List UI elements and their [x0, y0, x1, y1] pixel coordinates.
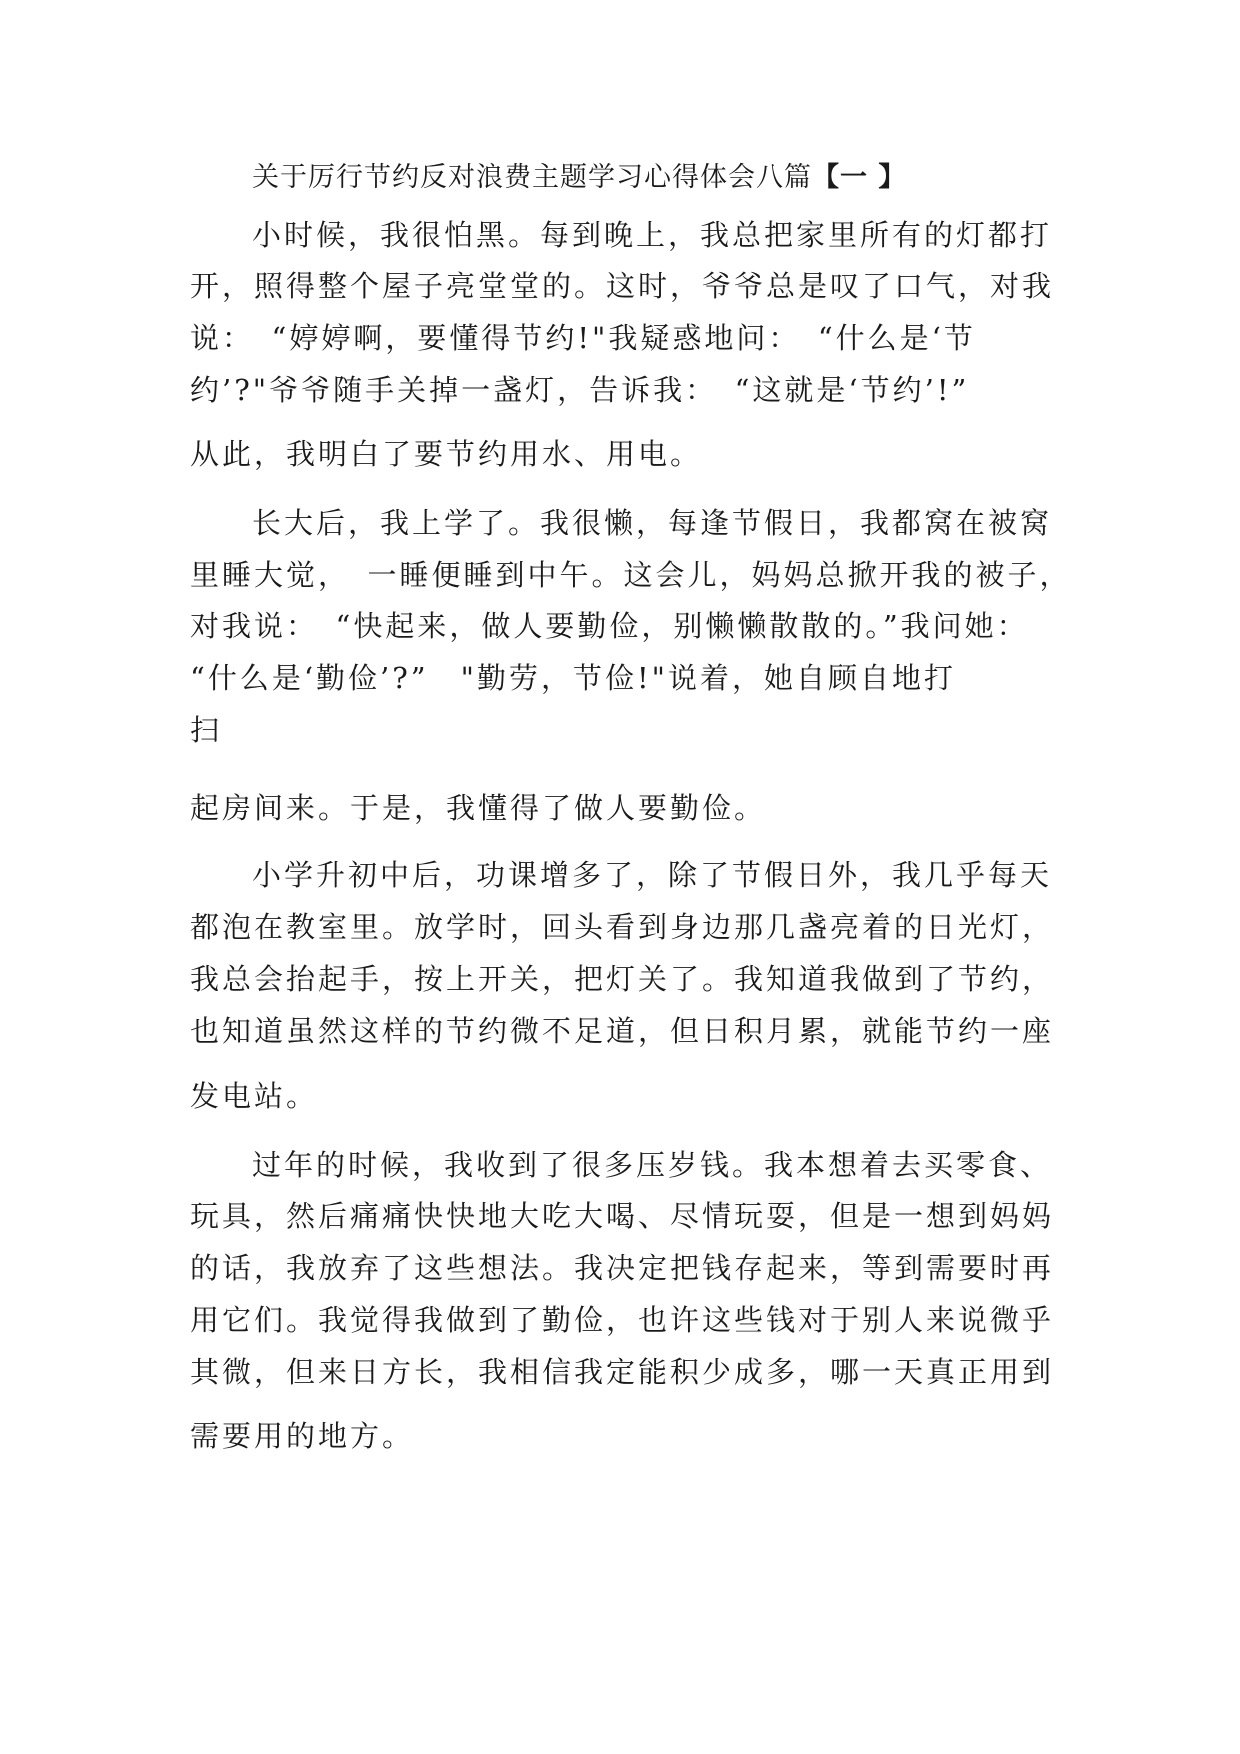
paragraph-line: 发电站。	[190, 1079, 319, 1113]
paragraph-line: 从此，我明白了要节约用水、用电。	[190, 437, 703, 471]
paragraph-line: 开，照得整个屋子亮堂堂的。这时，爷爷总是叹了口气，对我	[190, 269, 1055, 303]
paragraph-line: 起房间来。于是，我懂得了做人要勤俭。	[190, 791, 767, 825]
paragraph-line: 需要用的地方。	[190, 1419, 415, 1453]
paragraph-line: “什么是‘勤俭’?” "勤劳，节俭!"说着，她自顾自地打	[190, 661, 956, 695]
paragraph-line: 用它们。我觉得我做到了勤俭，也许这些钱对于别人来说微乎	[190, 1303, 1055, 1337]
paragraph-line: 的话，我放弃了这些想法。我决定把钱存起来，等到需要时再	[190, 1251, 1055, 1285]
document-title	[252, 158, 906, 198]
title-text: 关于厉行节约反对浪费主题学习心得体会八篇	[252, 162, 812, 193]
paragraph-line: 长大后，我上学了。我很懒，每逢节假日，我都窝在被窝	[252, 506, 1053, 540]
paragraph-line: 小学升初中后，功课增多了，除了节假日外，我几乎每天	[252, 858, 1053, 892]
paragraph-line: 里睡大觉， 一睡便睡到中午。这会儿，妈妈总掀开我的被子，	[190, 558, 1072, 592]
paragraph-line: 小时候，我很怕黑。每到晚上，我总把家里所有的灯都打	[252, 218, 1053, 252]
title-section-marker: 【一 】	[812, 162, 907, 193]
paragraph-line: 玩具，然后痛痛快快地大吃大喝、尽情玩耍，但是一想到妈妈	[190, 1199, 1055, 1233]
paragraph-line: 过年的时候，我收到了很多压岁钱。我本想着去买零食、	[252, 1148, 1053, 1182]
paragraph-line: 其微，但来日方长，我相信我定能积少成多，哪一天真正用到	[190, 1355, 1055, 1389]
paragraph-line: 我总会抬起手，按上开关，把灯关了。我知道我做到了节约，	[190, 962, 1055, 996]
paragraph-line: 对我说： “快起来，做人要勤俭，别懒懒散散的。”我问她：	[190, 609, 1029, 643]
paragraph-line: 都泡在教室里。放学时，回头看到身边那几盏亮着的日光灯，	[190, 910, 1055, 944]
paragraph-line: 也知道虽然这样的节约微不足道，但日积月累，就能节约一座	[190, 1014, 1055, 1048]
paragraph-line: 约’?"爷爷随手关掉一盏灯，告诉我： “这就是‘节约’!”	[190, 373, 970, 407]
paragraph-line: 说： “婷婷啊，要懂得节约!"我疑惑地问： “什么是‘节	[190, 321, 976, 355]
paragraph-line: 扫	[190, 713, 223, 747]
